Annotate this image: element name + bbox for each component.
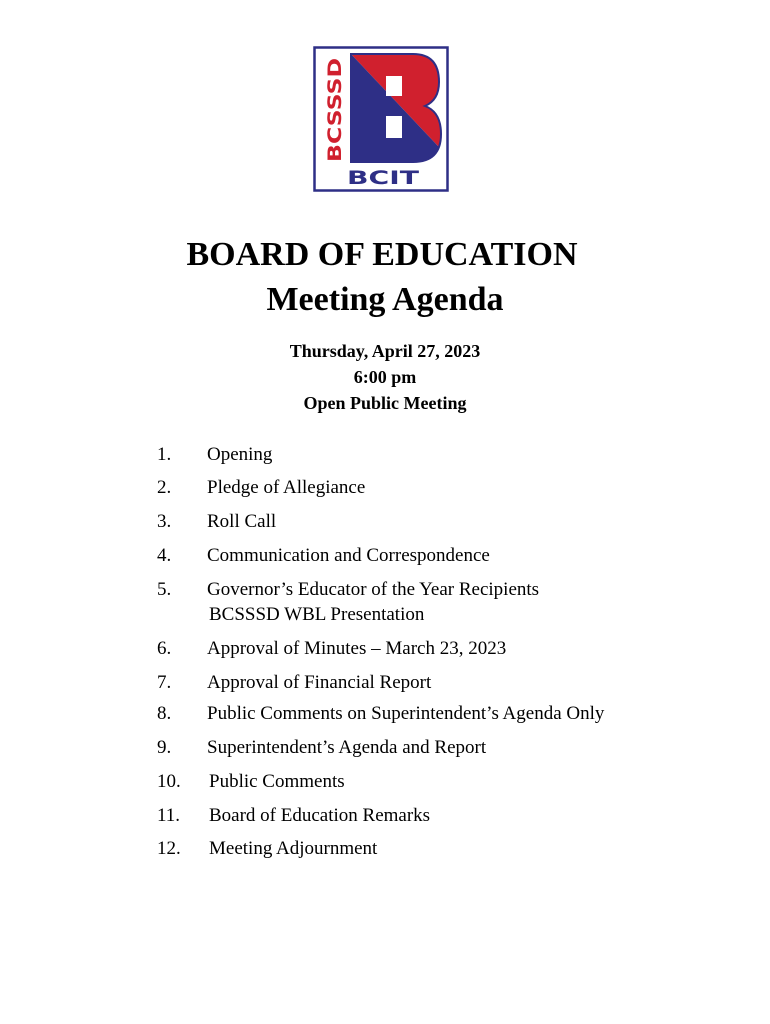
agenda-item-number: 1. — [157, 444, 172, 465]
agenda-item-number: 2. — [157, 477, 172, 498]
agenda-item-text: Opening — [207, 444, 273, 465]
bcsssd-bcit-logo — [313, 46, 449, 192]
logo-b-hole-top — [386, 76, 402, 96]
logo-b-hole-bottom — [386, 116, 402, 138]
agenda-item-number: 3. — [157, 511, 172, 532]
logo-side-text: BCSSSD — [324, 78, 346, 162]
agenda-item-text: Pledge of Allegiance — [207, 477, 366, 498]
page-title: BOARD OF EDUCATION — [186, 236, 578, 273]
agenda-item-text: Superintendent’s Agenda and Report — [207, 737, 487, 758]
agenda-item-text: Communication and Correspondence — [207, 545, 490, 566]
agenda-item-number: 12. — [157, 838, 181, 859]
logo-bottom-text: BCIT — [347, 167, 420, 189]
agenda-item-text: Meeting Adjournment — [209, 838, 378, 859]
agenda-item-text: Governor’s Educator of the Year Recipients — [207, 579, 540, 600]
agenda-item-text: Roll Call — [207, 511, 277, 532]
agenda-item-number: 8. — [157, 703, 172, 724]
agenda-item-number: 6. — [157, 638, 172, 659]
agenda-item-number: 9. — [157, 737, 172, 758]
agenda-item-text: Approval of Minutes – March 23, 2023 — [207, 638, 507, 659]
agenda-item-text: Approval of Financial Report — [207, 672, 432, 693]
meeting-time: 6:00 pm — [353, 367, 417, 387]
agenda-item-text: Public Comments — [209, 771, 345, 792]
agenda-item-number: 10. — [157, 771, 181, 792]
agenda-item-number: 7. — [157, 672, 172, 693]
agenda-item-text: Public Comments on Superintendent’s Agenda Only — [207, 703, 605, 724]
page-subtitle: Meeting Agenda — [266, 281, 504, 318]
agenda-item-number: 5. — [157, 579, 172, 600]
agenda-item-number: 11. — [157, 805, 181, 826]
meeting-date: Thursday, April 27, 2023 — [289, 341, 481, 361]
agenda-item-text: Board of Education Remarks — [209, 805, 431, 826]
agenda-item-subtext: BCSSSD WBL Presentation — [209, 604, 425, 625]
meeting-type: Open Public Meeting — [303, 393, 467, 413]
agenda-item-number: 4. — [157, 545, 172, 566]
